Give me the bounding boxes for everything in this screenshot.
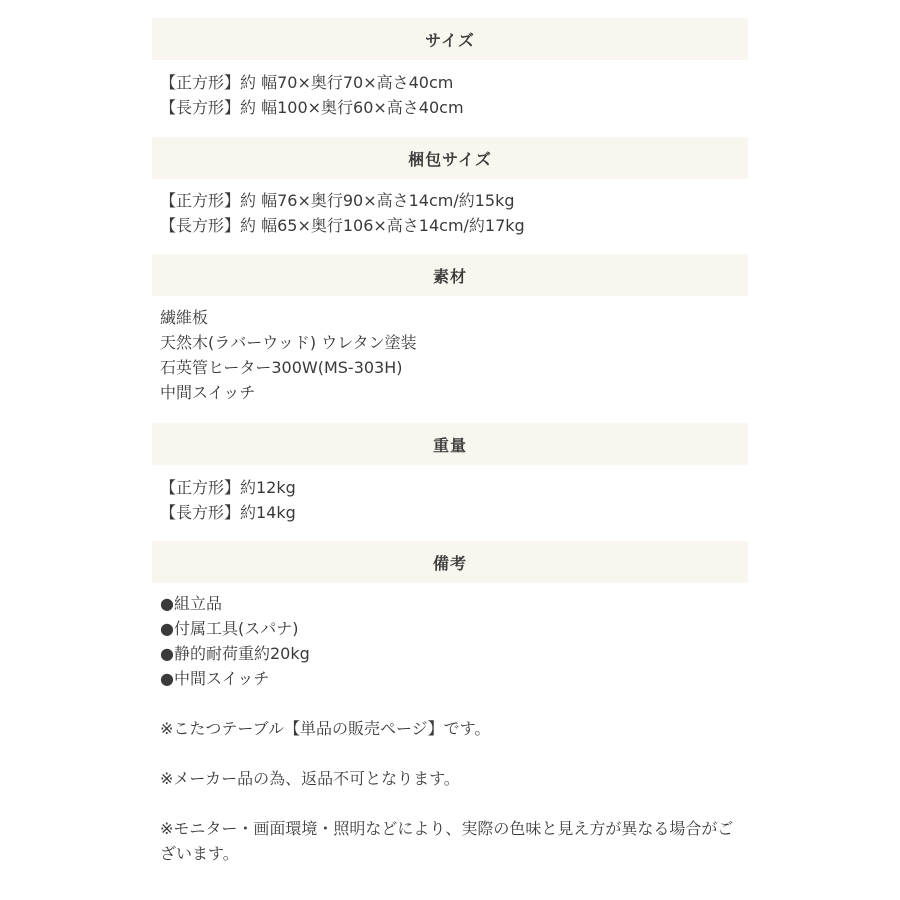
note-bullet: ●中間スイッチ <box>160 669 270 688</box>
section-body-notes <box>152 583 748 880</box>
note-bullet: ●付属工具(スパナ) <box>160 619 299 638</box>
material-item: 中間スイッチ <box>160 383 256 402</box>
section-weight <box>152 423 748 541</box>
section-material <box>152 254 748 423</box>
package-rectangle: 【長方形】約 幅65×奥行106×高さ14cm/約17kg <box>160 216 525 235</box>
remark-no-returns: ※メーカー品の為、返品不可となります。 <box>160 769 460 788</box>
spacer <box>160 741 740 766</box>
remark-single-item-page: ※こたつテーブル【単品の販売ページ】です。 <box>160 719 491 738</box>
section-package-size <box>152 137 748 254</box>
section-size <box>152 18 748 137</box>
section-header-package-size: 梱包サイズ <box>152 137 748 179</box>
section-body-material <box>152 296 748 423</box>
note-bullet: ●静的耐荷重約20kg <box>160 644 310 663</box>
section-body-size <box>152 60 748 137</box>
note-bullet: ●組立品 <box>160 594 222 613</box>
spacer <box>160 791 740 816</box>
section-body-weight <box>152 465 748 541</box>
size-square: 【正方形】約 幅70×奥行70×高さ40cm <box>160 73 454 92</box>
material-item: 天然木(ラバーウッド) ウレタン塗装 <box>160 333 417 352</box>
weight-square: 【正方形】約12kg <box>160 478 296 497</box>
material-item: 繊維板 <box>160 308 209 327</box>
material-item: 石英管ヒーター300W(MS-303H) <box>160 358 403 377</box>
section-header-notes: 備考 <box>152 541 748 583</box>
spec-table <box>152 18 748 880</box>
remark-color-disclaimer: ※モニター・画面環境・照明などにより、実際の色味と見え方が異なる場合がございます。 <box>160 819 734 863</box>
section-header-material: 素材 <box>152 254 748 296</box>
section-header-size: サイズ <box>152 18 748 60</box>
section-header-weight: 重量 <box>152 423 748 465</box>
size-rectangle: 【長方形】約 幅100×奥行60×高さ40cm <box>160 98 464 117</box>
weight-rectangle: 【長方形】約14kg <box>160 503 296 522</box>
package-square: 【正方形】約 幅76×奥行90×高さ14cm/約15kg <box>160 191 515 210</box>
spacer <box>160 691 740 716</box>
section-notes <box>152 541 748 880</box>
section-body-package-size <box>152 179 748 254</box>
